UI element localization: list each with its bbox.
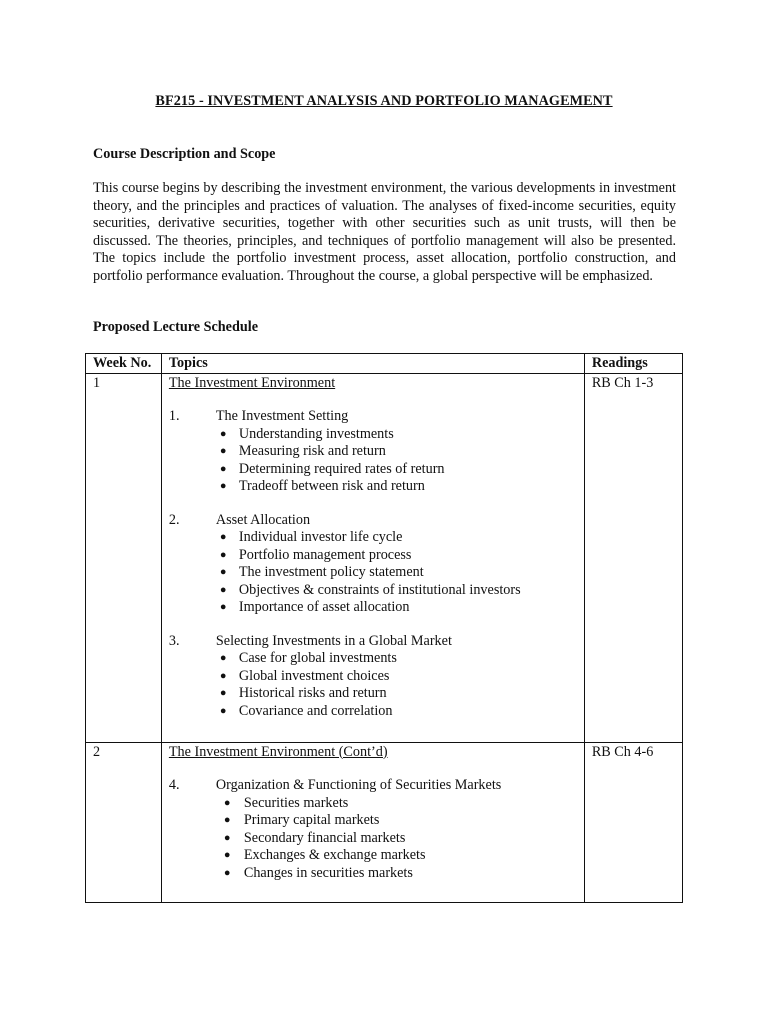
- topic-title: The Investment Environment (Cont’d): [168, 743, 388, 760]
- list-item-text: Portfolio management process: [238, 546, 412, 563]
- list-item: [169, 668, 584, 686]
- list-item: [169, 685, 584, 703]
- readings-cell: RB Ch 1-3: [584, 373, 682, 742]
- module-number: 3.: [168, 632, 180, 649]
- topic-module: [169, 512, 584, 617]
- week-column-header: Week No.: [86, 354, 162, 374]
- topic-module: [169, 777, 584, 882]
- list-item: [169, 703, 584, 721]
- list-item: [169, 812, 584, 830]
- bullet-icon: ●: [219, 480, 227, 492]
- module-bullet-list: [169, 650, 584, 720]
- list-item-text: Global investment choices: [238, 667, 390, 684]
- table-header-row: [86, 354, 683, 374]
- topics-cell: [161, 742, 584, 902]
- bullet-icon: ●: [219, 669, 227, 682]
- list-item-text: Measuring risk and return: [238, 443, 386, 459]
- list-item: [169, 443, 584, 461]
- bullet-icon: ●: [219, 704, 227, 717]
- list-item-text: Objectives & constraints of institutional investors: [238, 581, 521, 598]
- list-item: [169, 847, 584, 865]
- bullet-icon: ●: [219, 601, 227, 613]
- topic-module: [169, 408, 584, 496]
- lecture-schedule-table: [85, 353, 683, 903]
- module-title: Selecting Investments in a Global Market: [215, 632, 452, 649]
- module-title: Asset Allocation: [215, 511, 311, 528]
- document-title: BF215 - INVESTMENT ANALYSIS AND PORTFOLIO MANAGEMENT: [155, 93, 613, 109]
- lecture-schedule-heading: Proposed Lecture Schedule: [93, 319, 258, 335]
- module-heading: [169, 777, 584, 795]
- list-item-text: Covariance and correlation: [238, 702, 393, 719]
- list-item: [169, 529, 584, 547]
- list-item-text: Individual investor life cycle: [238, 529, 403, 545]
- list-item-text: Determining required rates of return: [238, 460, 445, 477]
- list-item: [169, 830, 584, 848]
- list-item: [169, 599, 584, 617]
- table-row: [86, 742, 683, 902]
- module-title: The Investment Setting: [215, 408, 349, 424]
- topic-module: [169, 633, 584, 721]
- topic-title: The Investment Environment: [168, 374, 336, 391]
- topics-cell: [161, 373, 584, 742]
- module-title: Organization & Functioning of Securities Markets: [215, 777, 502, 793]
- bullet-icon: ●: [223, 796, 231, 809]
- bullet-icon: ●: [219, 566, 227, 578]
- list-item-text: Primary capital markets: [243, 812, 380, 828]
- bullet-icon: ●: [223, 849, 231, 861]
- list-item-text: Exchanges & exchange markets: [243, 847, 426, 863]
- course-description-heading: Course Description and Scope: [93, 146, 276, 162]
- list-item: [169, 426, 584, 444]
- list-item-text: The investment policy statement: [238, 564, 424, 580]
- list-item-text: Historical risks and return: [238, 685, 387, 701]
- list-item-text: Understanding investments: [238, 425, 394, 442]
- list-item-text: Case for global investments: [238, 650, 397, 666]
- list-item: [169, 582, 584, 600]
- module-number: 4.: [168, 777, 180, 793]
- week-number-cell: 1: [86, 373, 162, 742]
- readings-cell: RB Ch 4-6: [584, 742, 682, 902]
- list-item-text: Importance of asset allocation: [238, 599, 410, 615]
- list-item: [169, 564, 584, 582]
- bullet-icon: ●: [223, 814, 231, 826]
- course-description-paragraph: This course begins by describing the investment environment, the various developments in investment theory, and the principles and practices of valuation. The analyses of fixed-income securities, equity securities, derivative securities, together with other securities such as unit trusts, will then be discussed. The theories, principles, and techniques of portfolio management will also be presented. The topics include the portfolio investment process, asset allocation, portfolio construction, and portfolio performance evaluation. Throughout the course, a global perspective will be emphasized.: [93, 180, 676, 284]
- bullet-icon: ●: [219, 548, 227, 561]
- list-item-text: Changes in securities markets: [243, 864, 413, 881]
- bullet-icon: ●: [219, 583, 227, 596]
- list-item: [169, 478, 584, 496]
- list-item: [169, 865, 584, 883]
- module-heading: [169, 512, 584, 530]
- module-number: 2.: [168, 511, 180, 528]
- bullet-icon: ●: [219, 445, 227, 457]
- module-bullet-list: [169, 795, 584, 883]
- module-heading: [169, 633, 584, 651]
- module-number: 1.: [168, 408, 180, 424]
- list-item-text: Securities markets: [243, 794, 349, 811]
- bullet-icon: ●: [219, 652, 227, 664]
- bullet-icon: ●: [223, 866, 231, 879]
- list-item: [169, 795, 584, 813]
- bullet-icon: ●: [219, 462, 227, 475]
- module-bullet-list: [169, 426, 584, 496]
- module-bullet-list: [169, 529, 584, 617]
- list-item: [169, 650, 584, 668]
- week-number-cell: 2: [86, 742, 162, 902]
- list-item: [169, 547, 584, 565]
- bullet-icon: ●: [219, 531, 227, 543]
- list-item-text: Tradeoff between risk and return: [238, 478, 425, 494]
- bullet-icon: ●: [219, 687, 227, 699]
- bullet-icon: ●: [219, 427, 227, 440]
- readings-column-header: Readings: [584, 354, 682, 374]
- table-row: [86, 373, 683, 742]
- list-item: [169, 461, 584, 479]
- list-item-text: Secondary financial markets: [243, 829, 406, 846]
- bullet-icon: ●: [223, 831, 231, 844]
- module-heading: [169, 408, 584, 426]
- topics-column-header: Topics: [161, 354, 584, 374]
